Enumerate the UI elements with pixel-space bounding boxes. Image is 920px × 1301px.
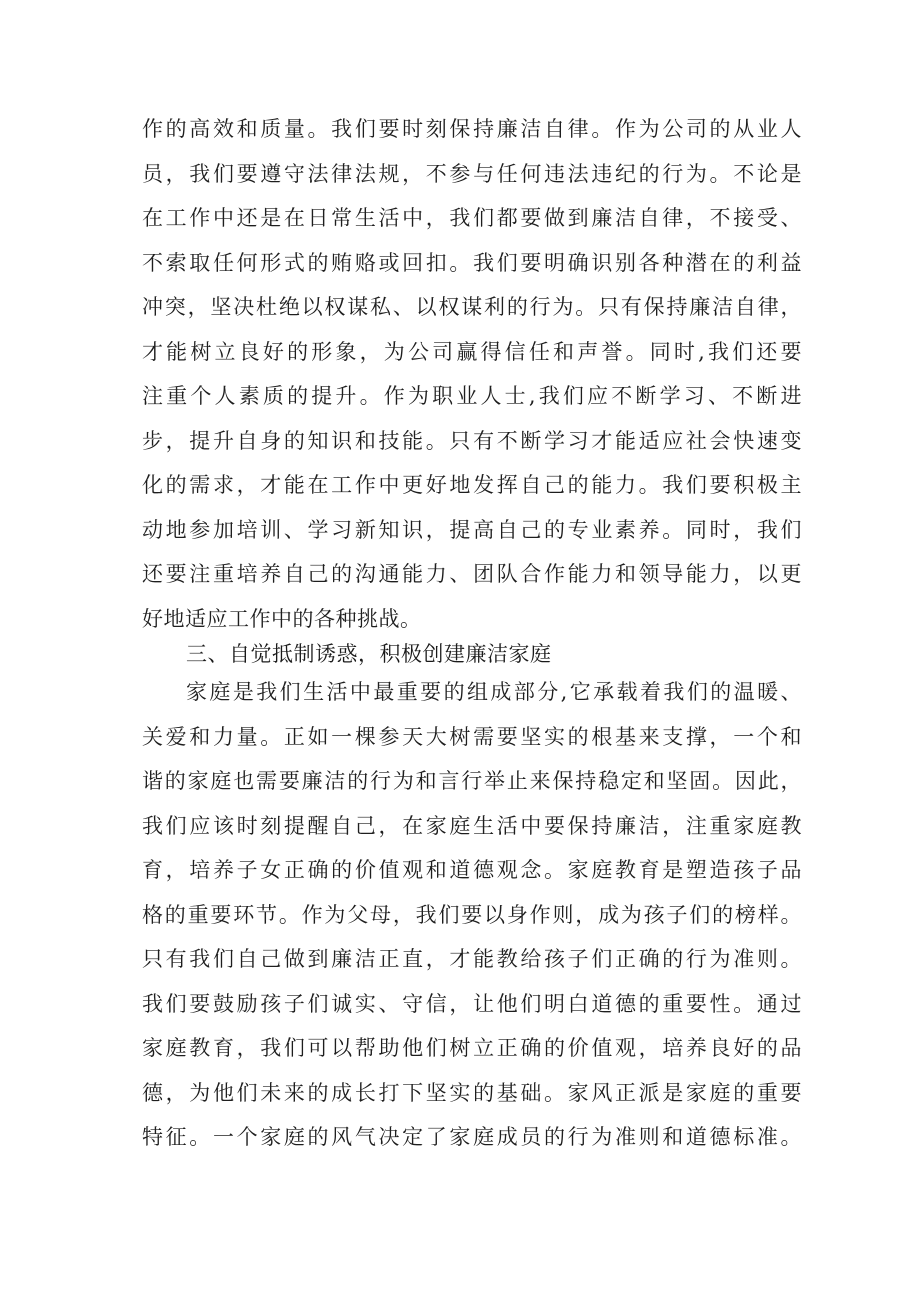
text-line: 德，为他们未来的成长打下坚实的基础。家风正派是家庭的重要 [142, 1080, 802, 1105]
text-line: 家庭教育，我们可以帮助他们树立正确的价值观，培养良好的品 [142, 1036, 802, 1060]
paragraph-continued [142, 107, 802, 641]
text-line: 育，培养子女正确的价值观和道德观念。家庭教育是塑造孩子品 [142, 858, 802, 882]
text-line: 家庭是我们生活中最重要的组成部分,它承载着我们的温暖、 [186, 680, 802, 704]
text-line: 我们应该时刻提醒自己，在家庭生活中要保持廉洁，注重家庭教 [142, 813, 802, 838]
text-line: 作的高效和质量。我们要时刻保持廉洁自律。作为公司的从业人 [142, 117, 802, 141]
text-line: 化的需求，才能在工作中更好地发挥自己的能力。我们要积极主 [142, 473, 802, 497]
text-line: 格的重要环节。作为父母，我们要以身作则，成为孩子们的榜样。 [142, 902, 802, 927]
text-line: 我们要鼓励孩子们诚实、守信，让他们明白道德的重要性。通过 [142, 991, 802, 1016]
text-line: 关爱和力量。正如一棵参天大树需要坚实的根基来支撑，一个和 [142, 724, 802, 749]
section-heading: 三、自觉抵制诱惑，积极创建廉洁家庭 [186, 642, 552, 666]
text-line: 不索取任何形式的贿赂或回扣。我们要明确识别各种潜在的利益 [142, 250, 802, 275]
text-line: 在工作中还是在日常生活中，我们都要做到廉洁自律，不接受、 [142, 206, 802, 230]
text-line: 特征。一个家庭的风气决定了家庭成员的行为准则和道德标准。 [142, 1125, 802, 1149]
paragraph-family [142, 670, 802, 1160]
text-line: 员，我们要遵守法律法规，不参与任何违法违纪的行为。不论是 [142, 161, 802, 186]
text-line: 好地适应工作中的各种挑战。 [142, 606, 422, 631]
text-line: 动地参加培训、学习新知识，提高自己的专业素养。同时，我们 [142, 517, 802, 542]
text-line: 只有我们自己做到廉洁正直，才能教给孩子们正确的行为准则。 [142, 947, 802, 971]
text-line: 谐的家庭也需要廉洁的行为和言行举止来保持稳定和坚固。因此， [142, 769, 802, 793]
text-line: 步，提升自身的知识和技能。只有不断学习才能适应社会快速变 [142, 428, 802, 453]
text-line: 冲突，坚决杜绝以权谋私、以权谋利的行为。只有保持廉洁自律， [142, 295, 802, 319]
text-line: 还要注重培养自己的沟通能力、团队合作能力和领导能力，以更 [142, 562, 802, 586]
text-line: 才能树立良好的形象，为公司赢得信任和声誉。同时,我们还要 [142, 339, 802, 364]
text-line: 注重个人素质的提升。作为职业人士,我们应不断学习、不断进 [142, 384, 802, 408]
